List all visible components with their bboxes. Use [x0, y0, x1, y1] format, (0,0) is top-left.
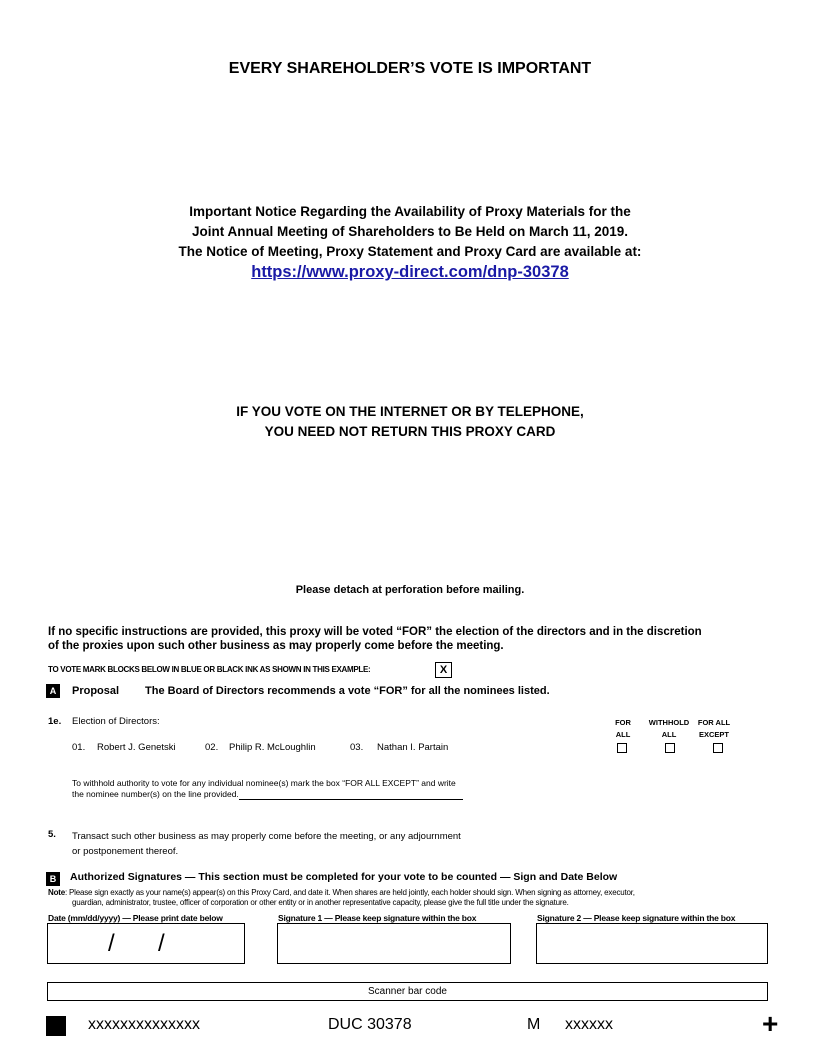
voting-instructions	[48, 625, 748, 653]
signature-2-label: Signature 2 — Please keep signature within the box	[537, 913, 757, 924]
section-b-title: Authorized Signatures — This section must be completed for your vote to be counted — Sign and Date Below	[70, 871, 618, 883]
registration-mark	[46, 1016, 66, 1036]
nominee-3-name: Nathan I. Partain	[377, 742, 449, 753]
note-line-2: guardian, administrator, trustee, officer of corporation or other entity or in another representative capacity, please give the full title under the signature.	[72, 898, 569, 907]
withhold-line-2: the nominee number(s) on the line provided.	[72, 789, 239, 799]
instructions-line-2: of the proxies upon such other business as may properly come before the meeting.	[48, 640, 504, 652]
date-slash-2: /	[158, 930, 165, 957]
availability-notice	[0, 202, 820, 283]
date-label: Date (mm/dd/yyyy) — Please print date below	[48, 913, 244, 924]
notice-line-3: The Notice of Meeting, Proxy Statement and Proxy Card are available at:	[178, 244, 642, 259]
col-for-all-except-line-2: EXCEPT	[698, 730, 729, 739]
notice-line-1: Important Notice Regarding the Availability of Proxy Materials for the	[189, 204, 631, 219]
date-input-box[interactable]	[47, 923, 245, 964]
plus-icon: +	[762, 1008, 779, 1039]
scanner-bar-code: Scanner bar code	[47, 982, 768, 1001]
document-code: DUC 30378	[328, 1016, 412, 1033]
proxy-materials-link[interactable]: https://www.proxy-direct.com/dnp-30378	[251, 263, 569, 281]
footer-letter: M	[527, 1016, 541, 1033]
example-mark-box: X	[435, 662, 452, 678]
withhold-line-1: To withhold authority to vote for any individual nominee(s) mark the box “FOR ALL EXCEPT” and write	[72, 778, 456, 788]
section-a-badge: A	[46, 684, 60, 698]
to-vote-instruction: TO VOTE MARK BLOCKS BELOW IN BLUE OR BLACK INK AS SHOWN IN THIS EXAMPLE:	[48, 665, 371, 674]
col-withhold-all-line-2: ALL	[661, 730, 677, 739]
date-slash-1: /	[108, 930, 115, 957]
col-withhold-all	[644, 717, 694, 741]
section-b-badge: B	[46, 872, 60, 886]
nominee-2-name: Philip R. McLoughlin	[229, 742, 316, 753]
col-for-all	[608, 717, 638, 741]
signature-2-box[interactable]	[536, 923, 768, 964]
item-5-line-1: Transact such other business as may properly come before the meeting, or any adjournment	[72, 831, 461, 842]
note-line-1: : Please sign exactly as your name(s) appear(s) on this Proxy Card, and date it. When shares are held jointly, each holder should sign. When signing as attorney, executor,	[64, 888, 635, 897]
withhold-instructions	[72, 778, 463, 800]
col-for-all-except	[692, 717, 736, 741]
for-all-checkbox[interactable]	[617, 743, 627, 753]
item-1e-number: 1e.	[48, 716, 62, 727]
nominee-2-num: 02.	[205, 742, 219, 753]
control-number: xxxxxx	[565, 1016, 613, 1033]
item-5-number: 5.	[48, 829, 56, 840]
internet-vote-notice	[0, 402, 820, 442]
note-label: Note	[48, 888, 65, 897]
for-all-except-checkbox[interactable]	[713, 743, 723, 753]
item-1e-label: Election of Directors:	[72, 716, 160, 727]
nominee-3-num: 03.	[350, 742, 364, 753]
section-b-note	[48, 888, 788, 908]
instructions-line-1: If no specific instructions are provided, this proxy will be voted “FOR” the election of the directors and in the discretion	[48, 626, 702, 638]
internet-line-2: YOU NEED NOT RETURN THIS PROXY CARD	[264, 424, 556, 439]
section-a-title: Proposal	[72, 685, 120, 697]
notice-line-2: Joint Annual Meeting of Shareholders to Be Held on March 11, 2019.	[191, 224, 629, 239]
col-for-all-except-line-1: FOR ALL	[697, 718, 731, 727]
col-for-all-line-1: FOR	[615, 718, 631, 727]
account-number: xxxxxxxxxxxxxx	[88, 1016, 200, 1033]
signature-1-label: Signature 1 — Please keep signature within the box	[278, 913, 500, 924]
nominee-number-line[interactable]	[239, 799, 463, 800]
item-5-line-2: or postponement thereof.	[72, 846, 179, 857]
nominee-1-name: Robert J. Genetski	[97, 742, 176, 753]
internet-line-1: IF YOU VOTE ON THE INTERNET OR BY TELEPHONE,	[236, 404, 584, 419]
col-withhold-all-line-1: WITHHOLD	[648, 718, 690, 727]
nominee-1-num: 01.	[72, 742, 86, 753]
signature-1-box[interactable]	[277, 923, 511, 964]
withhold-all-checkbox[interactable]	[665, 743, 675, 753]
detach-instruction: Please detach at perforation before mailing.	[295, 584, 525, 596]
col-for-all-line-2: ALL	[615, 730, 631, 739]
section-a-subtitle: The Board of Directors recommends a vote “FOR” for all the nominees listed.	[145, 685, 550, 697]
item-5-text	[72, 829, 461, 859]
page-title: EVERY SHAREHOLDER’S VOTE IS IMPORTANT	[228, 60, 592, 77]
